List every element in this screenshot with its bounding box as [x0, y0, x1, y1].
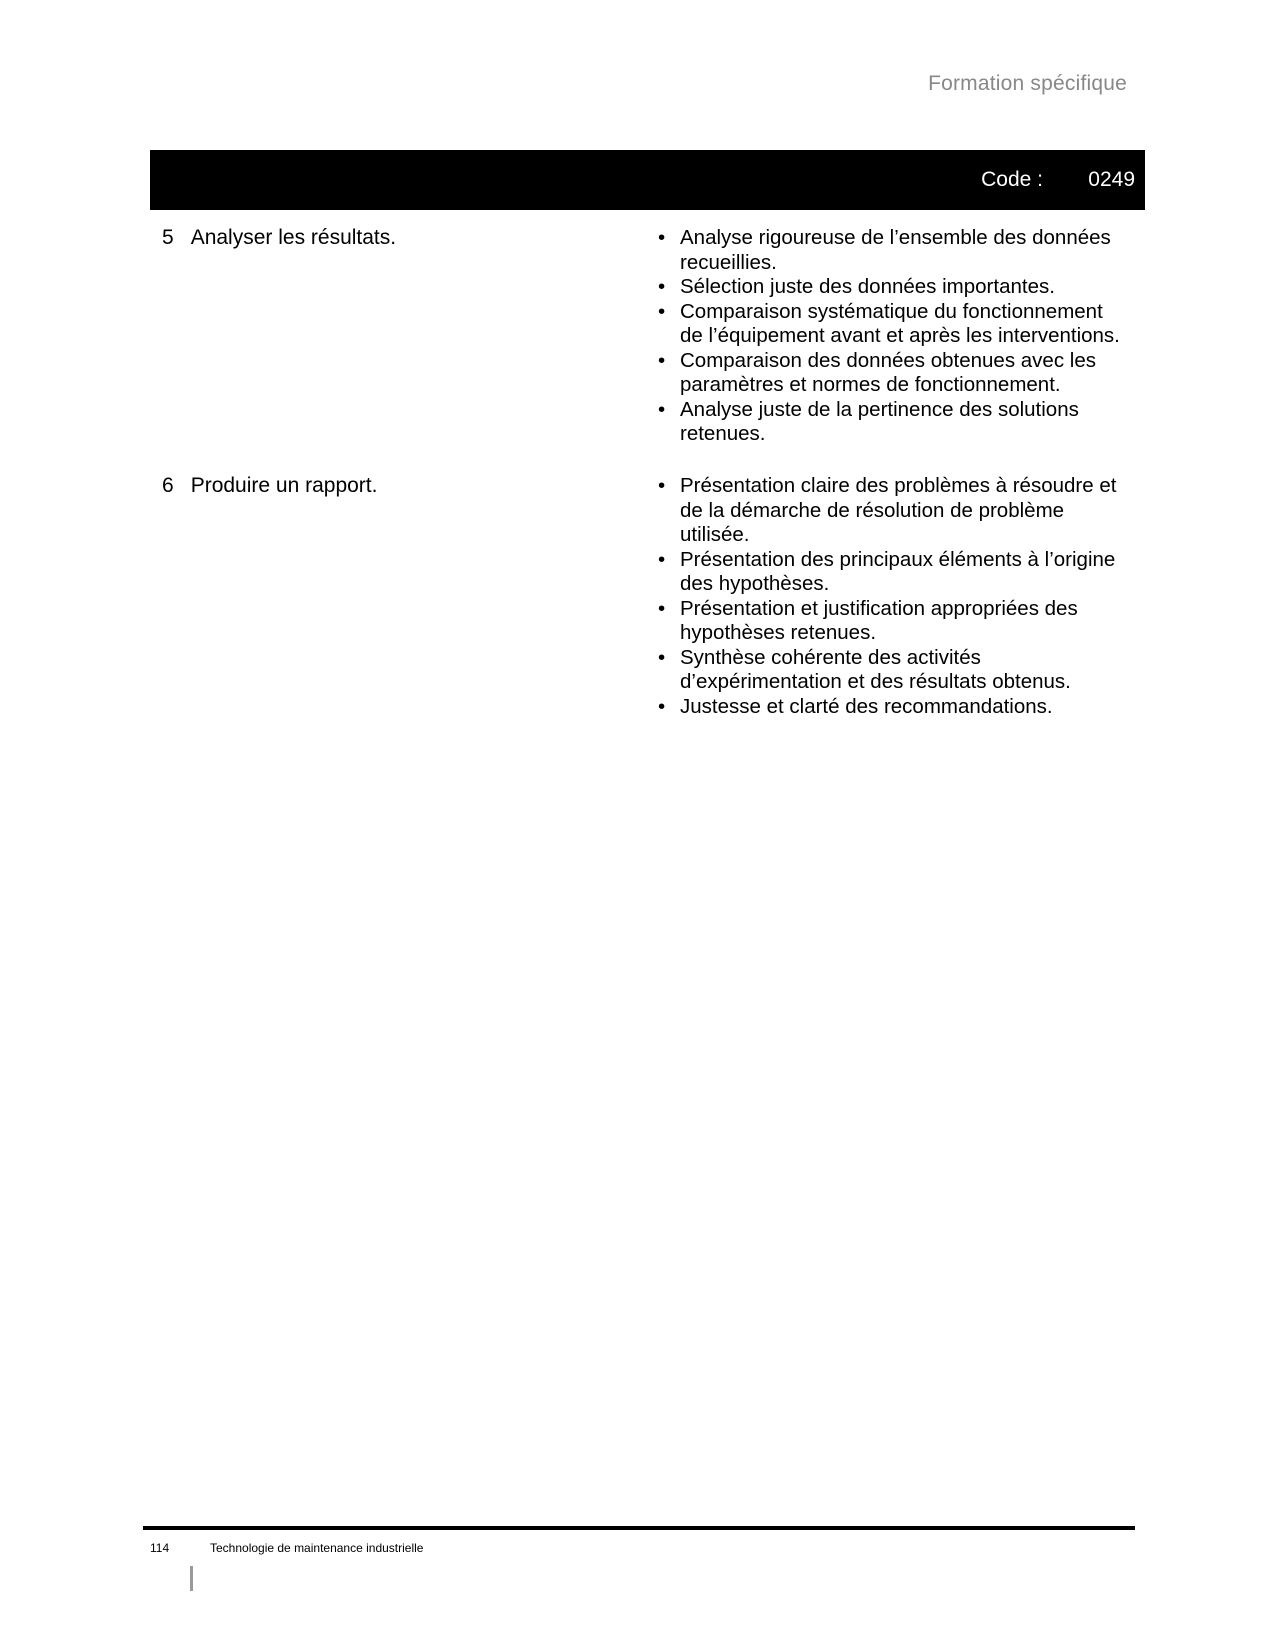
criteria-item: • Présentation claire des problèmes à résoudre et de la démarche de résolution de problème utilisée. — [658, 474, 1117, 546]
criteria-item: • Analyse juste de la pertinence des solutions retenues. — [658, 397, 1079, 445]
criteria-item: • Comparaison des données obtenues avec les paramètres et normes de fonctionnement. — [658, 348, 1096, 396]
footer-page-number: 114 — [150, 1541, 170, 1555]
bullet-icon: • — [658, 348, 666, 372]
criteria-list — [650, 226, 1120, 447]
criteria-item: • Présentation des principaux éléments à l’origine des hypothèses. — [658, 547, 1116, 595]
code-label: Code : — [981, 168, 1043, 191]
criteria-item: • Justesse et clarté des recommandations. — [658, 694, 1053, 718]
step-title: Analyser les résultats. — [190, 226, 397, 249]
code-bar — [150, 150, 1145, 210]
step-number: 5 — [162, 226, 174, 249]
bullet-icon: • — [658, 226, 666, 249]
criteria-list — [650, 474, 1120, 719]
code-value: 0249 — [1088, 168, 1135, 191]
bullet-icon: • — [658, 547, 666, 571]
bullet-icon: • — [658, 397, 666, 421]
criteria-item: • Synthèse cohérente des activités d’expérimentation et des résultats obtenus. — [658, 645, 1071, 693]
bullet-icon: • — [658, 596, 666, 620]
bullet-icon: • — [658, 275, 666, 298]
criteria-item: • Présentation et justification appropriées des hypothèses retenues. — [658, 596, 1078, 644]
page-header-title: Formation spécifique — [928, 72, 1127, 95]
step-heading — [162, 474, 377, 498]
bullet-icon: • — [658, 299, 666, 323]
footer-document-title: Technologie de maintenance industrielle — [210, 1541, 424, 1555]
bullet-icon: • — [658, 645, 666, 669]
criteria-item: • Analyse rigoureuse de l’ensemble des données recueillies. — [658, 226, 1111, 274]
bullet-icon: • — [658, 474, 666, 497]
change-bar-mark — [190, 1566, 193, 1591]
criteria-item: • Comparaison systématique du fonctionnement de l’équipement avant et après les interventions. — [658, 299, 1120, 347]
step-heading — [162, 226, 396, 250]
step-title: Produire un rapport. — [190, 474, 378, 497]
criteria-item: • Sélection juste des données importantes. — [658, 275, 1055, 298]
footer-divider — [143, 1526, 1135, 1530]
step-number: 6 — [162, 474, 174, 497]
bullet-icon: • — [658, 694, 666, 718]
